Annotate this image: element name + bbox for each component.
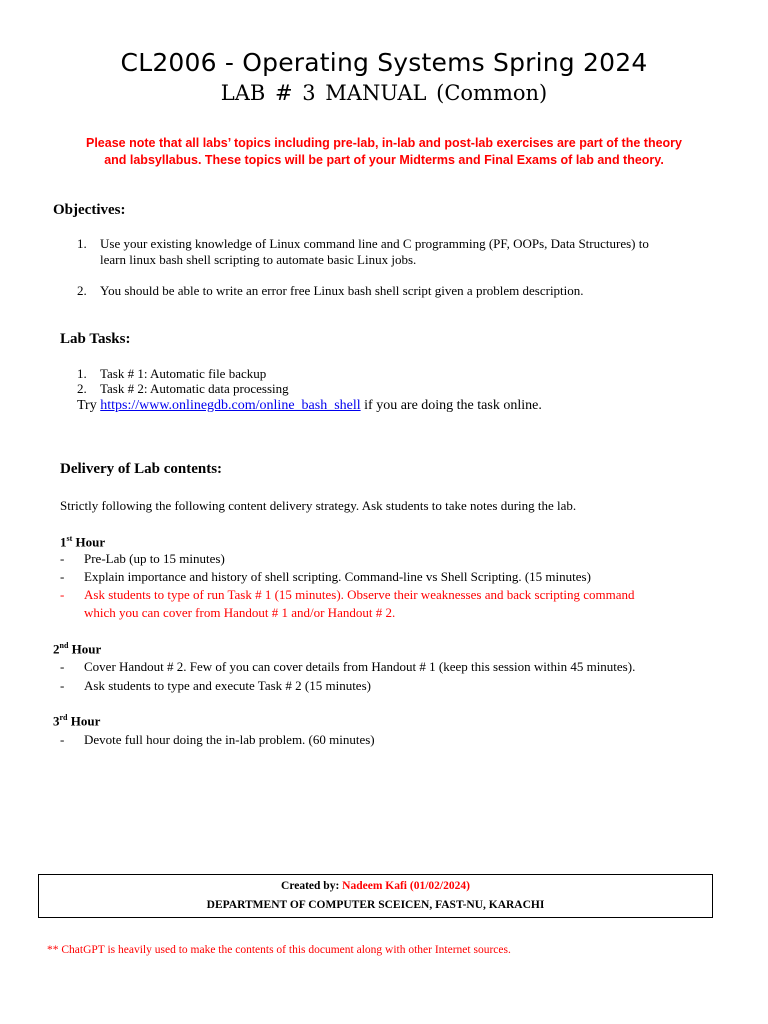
task-text: Task # 2: Automatic data processing [100,381,289,396]
objectives-heading: Objectives: [53,202,126,218]
chatgpt-disclaimer: ** ChatGPT is heavily used to make the contents of this document along with other Internet sources. [47,944,511,956]
hour-1-heading: 1st Hour [60,534,106,550]
objective-number: 1. [77,236,87,251]
objective-number: 2. [77,283,87,298]
delivery-strategy: Strictly following the following content delivery strategy. Ask students to take notes during the lab. [60,498,577,513]
lab-tasks-heading: Lab Tasks: [60,331,131,347]
document-subtitle: LAB # 3 MANUAL (Common) [220,81,548,105]
hour-3-heading: 3rd Hour [53,713,101,729]
syllabus-notice: Please note that all labs’ topics including pre-lab, in-lab and post-lab exercises are part of the theory and labsyllabus. These topics will be part of your Midterms and Final Exams of lab and theory. [86,136,682,167]
task-number: 1. [77,366,87,381]
objective-text-line1: Use your existing knowledge of Linux command line and C programming (PF, OOPs, Data Structures) to [100,236,649,251]
created-by-line: Created by: Nadeem Kafi (01/02/2024) [281,880,470,892]
onlinegdb-link[interactable]: https://www.onlinegdb.com/online_bash_shell [100,398,361,413]
document-title: CL2006 - Operating Systems Spring 2024 [120,48,648,77]
try-suffix: if you are doing the task online. [360,398,542,413]
objective-text-line2: learn linux bash shell scripting to automate basic Linux jobs. [100,252,417,267]
author-name: Nadeem Kafi (01/02/2024) [342,880,470,892]
hour-2-heading: 2nd Hour [53,641,102,657]
try-prefix: Try [77,398,101,413]
try-online-line [77,398,542,414]
objective-text-line1: You should be able to write an error free Linux bash shell script given a problem description. [100,283,584,298]
footer-credits-box [38,874,713,918]
delivery-heading: Delivery of Lab contents: [60,461,223,477]
department-line: DEPARTMENT OF COMPUTER SCEICEN, FAST-NU, KARACHI [206,899,545,911]
task-number: 2. [77,381,87,396]
task-text: Task # 1: Automatic file backup [100,366,267,381]
